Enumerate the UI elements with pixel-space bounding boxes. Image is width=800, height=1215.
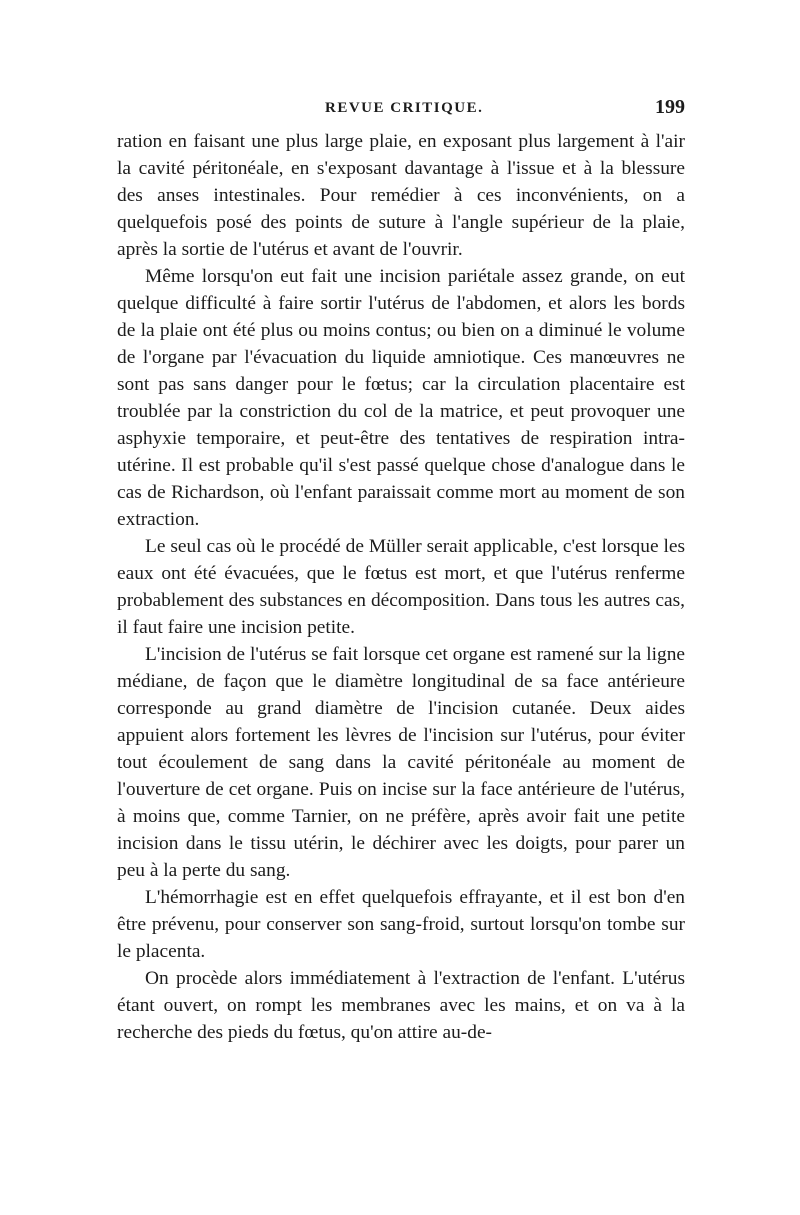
paragraph-3: Le seul cas où le procédé de Müller serait applicable, c'est lorsque les eaux ont été évacuées, que le fœtus est mort, et que l'utérus renferme probablement des substances en décomposition. Dans tous les autres cas, il faut faire une incision petite. (117, 536, 685, 638)
paragraph-2: Même lorsqu'on eut fait une incision pariétale assez grande, on eut quelque difficulté à faire sortir l'utérus de l'abdomen, et alors les bords de la plaie ont été plus ou moins contus; ou bien on a diminué le volume de l'organe par l'évacuation du liquide amniotique. Ces manœuvres ne sont pas sans danger pour le fœtus; car la circulation placentaire est troublée par la constriction du col de la matrice, et peut provoquer une asphyxie temporaire, et peut-être des tentatives de respiration intra-utérine. Il est probable qu'il s'est passé quelque chose d'analogue dans le cas de Richardson, où l'enfant paraissait comme mort au moment de son extraction. (117, 266, 685, 530)
running-title: REVUE CRITIQUE. (325, 100, 484, 116)
paragraph-4: L'incision de l'utérus se fait lorsque cet organe est ramené sur la ligne médiane, de façon que le diamètre longitudinal de sa face antérieure corresponde au grand diamètre de l'incision cutanée. Deux aides appuient alors fortement les lèvres de l'incision sur l'utérus, pour éviter tout écoulement de sang dans la cavité péritonéale au moment de l'ouverture de cet organe. Puis on incise sur la face antérieure de l'utérus, à moins que, comme Tarnier, on ne préfère, après avoir fait une petite incision dans le tissu utérin, le déchirer avec les doigts, pour parer un peu à la perte du sang. (117, 644, 685, 881)
page-header (117, 96, 685, 122)
paragraph-6: On procède alors immédiatement à l'extraction de l'enfant. L'utérus étant ouvert, on rompt les membranes avec les mains, et on va à la recherche des pieds du fœtus, qu'on attire au-de- (117, 968, 685, 1043)
page-number: 199 (655, 96, 685, 118)
body-text (117, 128, 685, 1046)
paragraph-5: L'hémorrhagie est en effet quelquefois effrayante, et il est bon d'en être prévenu, pour conserver son sang-froid, surtout lorsqu'on tombe sur le placenta. (117, 887, 685, 962)
paragraph-1: ration en faisant une plus large plaie, en exposant plus largement à l'air la cavité péritonéale, en s'exposant davantage à l'issue et à la blessure des anses intestinales. Pour remédier à ces inconvénients, on a quelquefois posé des points de suture à l'angle supérieur de la plaie, après la sortie de l'utérus et avant de l'ouvrir. (117, 131, 685, 260)
